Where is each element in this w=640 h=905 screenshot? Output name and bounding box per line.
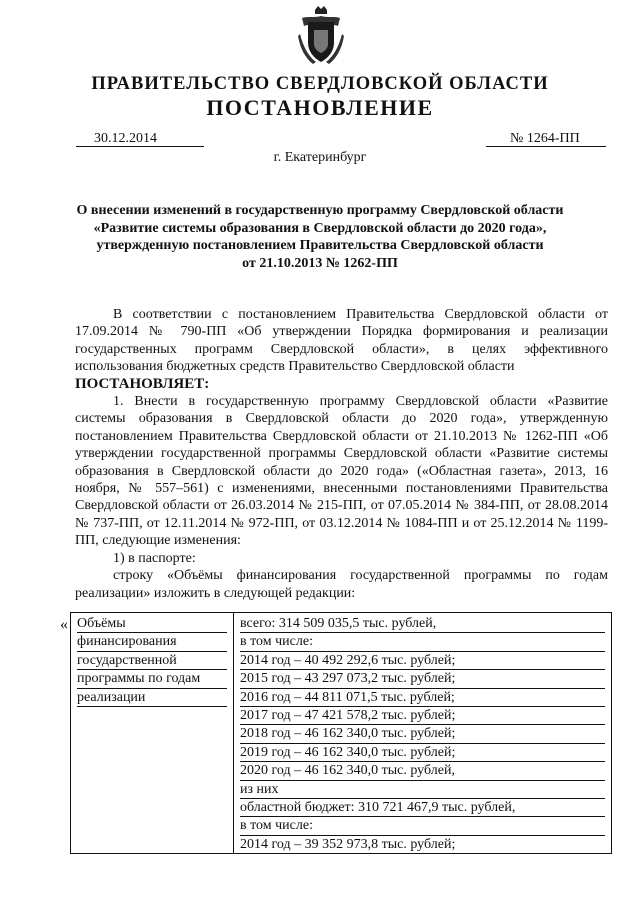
value-line: в том числе: xyxy=(240,633,605,651)
value-line: 2017 год – 47 421 578,2 тыс. рублей; xyxy=(240,707,605,725)
funding-label-cell xyxy=(71,613,234,854)
document-city: г. Екатеринбург xyxy=(273,150,367,165)
label-line: финансирования xyxy=(77,633,227,651)
sub-item-1-text: строку «Объёмы финансирования государственной программы по годам реализации» изложить в следующей редакции: xyxy=(75,568,608,601)
subject-line: утвержденную постановлением Правительства Свердловской области xyxy=(96,238,544,253)
funding-values-cell xyxy=(234,613,612,854)
value-line: 2018 год – 46 162 340,0 тыс. рублей; xyxy=(240,725,605,743)
document-body xyxy=(75,306,608,602)
open-quote: « xyxy=(60,616,68,633)
value-line: в том числе: xyxy=(240,817,605,835)
value-line: 2016 год – 44 811 071,5 тыс. рублей; xyxy=(240,689,605,707)
table-row xyxy=(71,613,612,854)
item-1-paragraph: 1. Внести в государственную программу Свердловской области «Развитие системы образования в Свердловской области до 2020 года», утвержденную постановлением Правительства Свердловской области от 21.10.2013 № 1262-ПП «Об утверждении государственной программы Свердловской области «Развитие системы образования в Свердловской области до 2020 года» («Областная газета», 2013, 16 ноября, № 557–561) с изменениями, внесенными постановлениями Правительства Свердловской области от 26.03.2014 № 215-ПП, от 07.05.2014 № 384-ПП, от 28.08.2014 № 737-ПП, от 12.11.2014 № 972-ПП, от 03.12.2014 № 1084-ПП и от 25.12.2014 № 1199-ПП, следующие изменения: xyxy=(75,394,608,549)
document-subject xyxy=(70,202,570,272)
government-name: ПРАВИТЕЛЬСТВО СВЕРДЛОВСКОЙ ОБЛАСТИ xyxy=(91,74,549,94)
value-line: 2020 год – 46 162 340,0 тыс. рублей, xyxy=(240,762,605,780)
document-number: № 1264-ПП xyxy=(486,131,606,147)
value-line: 2014 год – 40 492 292,6 тыс. рублей; xyxy=(240,652,605,670)
value-line: 2019 год – 46 162 340,0 тыс. рублей; xyxy=(240,744,605,762)
document-date: 30.12.2014 xyxy=(76,131,204,147)
subject-line: «Развитие системы образования в Свердловской области до 2020 года», xyxy=(93,220,547,236)
value-line: областной бюджет: 310 721 467,9 тыс. рублей, xyxy=(240,799,605,817)
label-line: государственной xyxy=(77,652,227,670)
sub-item-1: 1) в паспорте: xyxy=(113,550,196,566)
value-line: 2014 год – 39 352 973,8 тыс. рублей; xyxy=(240,836,456,852)
document-type: ПОСТАНОВЛЕНИЕ xyxy=(206,95,434,120)
value-line: 2015 год – 43 297 073,2 тыс. рублей; xyxy=(240,670,605,688)
subject-line: О внесении изменений в государственную программу Свердловской области xyxy=(76,203,564,218)
value-line: всего: 314 509 035,5 тыс. рублей, xyxy=(240,615,605,633)
label-line: Объёмы xyxy=(77,615,227,633)
funding-table xyxy=(70,612,612,854)
label-line: программы по годам xyxy=(77,670,227,688)
preamble-paragraph: В соответствии с постановлением Правительства Свердловской области от 17.09.2014 № 790-ПП «Об утверждении Порядка формирования и реализации государственных программ Свердловской области», в целях эффективного использования бюджетных средств Правительство Свердловской области xyxy=(75,307,608,375)
decree-word: ПОСТАНОВЛЯЕТ: xyxy=(75,375,210,392)
subject-line: от 21.10.2013 № 1262-ПП xyxy=(242,255,398,271)
value-line: из них xyxy=(240,781,605,799)
coat-of-arms-icon xyxy=(298,4,344,66)
label-line: реализации xyxy=(77,689,227,707)
